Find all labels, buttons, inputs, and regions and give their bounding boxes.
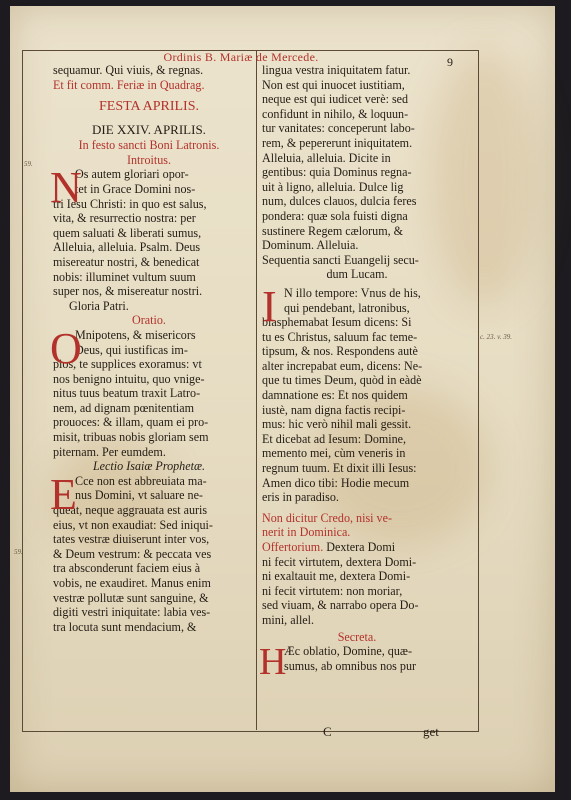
text-line: piternam. Per eumdem.: [53, 444, 166, 459]
text-line: ni fecit virtutem: non moriar,: [262, 583, 403, 598]
day-heading: DIE XXIV. APRILIS.: [92, 122, 206, 138]
text-line: tu es Christus, saluum fac teme-: [262, 329, 418, 344]
text-line: Deus, qui iustificas im-: [75, 342, 188, 357]
text-line: nus Domini, vt saluare ne-: [75, 488, 203, 503]
secreta-block: [259, 641, 452, 684]
margin-note: c. 23. v. 39.: [480, 333, 512, 341]
text-line: nobis: illuminet vultum suum: [53, 269, 196, 284]
text-span: Dextera Domi: [326, 540, 396, 554]
text-line: nitus tuus beatum traxit Latro-: [53, 386, 201, 401]
text-line: nem, ad dignam pœnitentiam: [53, 400, 195, 415]
text-line: vobis, ne exaudiret. Manus enim: [53, 576, 211, 590]
margin-note: 59.: [24, 160, 33, 168]
signature-mark: C: [323, 724, 332, 739]
column-rule: [256, 50, 257, 730]
left-column: [50, 63, 245, 634]
text-line: tipsum, & nos. Respondens autè: [262, 344, 418, 359]
text-line: tates vestræ diuiserunt inter vos,: [53, 532, 210, 547]
text-line: memento mei, cùm veneris in: [262, 446, 406, 461]
text-line: damnatione es: Et nos quidem: [262, 388, 408, 403]
drop-initial: H: [259, 641, 287, 684]
introit-label: Introitus.: [126, 152, 171, 167]
text-line: Amen dico tibi: Hodie mecum: [262, 475, 410, 490]
drop-initial: E: [50, 469, 77, 519]
text-line: neque est qui iudicet verè: sed: [262, 92, 409, 107]
text-line: Alleluia, alleluia. Psalm. Deus: [53, 240, 201, 255]
text-line: vestræ pollutæ sunt sanguine, &: [53, 590, 209, 605]
introit-block: [50, 163, 245, 313]
text-line: Os autem gloriari opor-: [75, 167, 189, 182]
text-line: pios, te supplices exoramus: vt: [53, 357, 202, 372]
folio-number: 9: [447, 55, 453, 69]
text-line: vita, & resurrectio nostra: per: [53, 211, 196, 226]
sequentia-heading: dum Lucam.: [326, 267, 388, 282]
lectio-block: [50, 469, 245, 635]
secreta-label: Secreta.: [337, 629, 377, 644]
sequentia-heading: Sequentia sancti Euangelij secu-: [262, 252, 419, 267]
text-line: Æc oblatio, Domine, quæ-: [284, 644, 412, 659]
feast-title: FESTA APRILIS.: [98, 99, 200, 115]
text-line: misereatur nostri, & benedicat: [53, 254, 200, 269]
text-line: tur vanitates: conceperunt labo-: [262, 121, 415, 136]
text-line: super nos, & misereatur nostri.: [53, 284, 203, 299]
text-line: tra absconderunt faciem eius à: [53, 561, 201, 576]
text-line: digiti vestri iniquitate: labia ves-: [53, 605, 211, 620]
right-column: [259, 63, 452, 684]
text-line: sustinere Regem cælorum, &: [262, 223, 404, 238]
offertory-label: Offertorium.: [262, 540, 324, 554]
text-line: num, dulces clauos, dulcia feres: [262, 194, 417, 209]
rubric-line: Non dicitur Credo, nisi ve-: [262, 510, 392, 525]
text-line: quem saluati & liberati sumus,: [53, 225, 202, 240]
margin-note: 59.: [14, 548, 23, 556]
text-line: iustè, nam digna factis recipi-: [262, 402, 406, 417]
text-line: blasphemabat Iesum dicens: Si: [262, 315, 412, 330]
text-line: Cce non est abbreuiata ma-: [75, 473, 207, 488]
text-line: Non est qui inuocet iustitiam,: [262, 77, 405, 92]
catchword: get: [423, 724, 439, 739]
drop-initial: I: [262, 281, 277, 331]
text-line: confidunt in nihilo, & loquun-: [262, 106, 409, 121]
offertory-line: [262, 540, 452, 555]
drop-initial: O: [50, 323, 82, 373]
text-line: pondera: quæ sola fuisti digna: [262, 208, 408, 223]
text-line: sumus, ab omnibus nos pur: [284, 658, 417, 673]
oratio-label: Oratio.: [132, 313, 166, 328]
text-line: regnum tuum. Et dixit illi Iesus:: [262, 461, 417, 476]
text-line: prouoces: & illam, quam ei pro-: [53, 415, 209, 430]
text-line: sed viuam, & narrabo opera Do-: [262, 598, 419, 613]
text-line: Alleluia, alleluia. Dicite in: [262, 150, 391, 165]
text-line: nos benigno intuitu, quo vnige-: [53, 371, 205, 386]
text-line: Gloria Patri.: [69, 298, 129, 313]
text-line: N illo tempore: Vnus de his,: [284, 285, 421, 300]
feast-name: In festo sancti Boni Latronis.: [78, 138, 220, 153]
text-line: uit à ligno, alleluia. Dulce lig: [262, 179, 404, 194]
text-line: eius, vt non exaudiat: Sed iniqui-: [53, 517, 213, 532]
text-line: qui pendebant, latronibus,: [284, 300, 410, 315]
text-line: sequamur. Qui viuis, & regnas.: [53, 63, 204, 77]
rubric-line: nerit in Dominica.: [262, 525, 351, 540]
text-line: misit, tribuas nobis gloriam sem: [53, 430, 209, 445]
oratio-block: [50, 323, 245, 459]
text-line: Mnipotens, & misericors: [75, 327, 196, 342]
text-line: mini, allel.: [262, 612, 315, 627]
text-line: alter increpabat eum, dicens: Ne-: [262, 358, 423, 373]
text-line: ni exaltauit me, dextera Domi-: [262, 569, 411, 584]
text-line: tet in Grace Domini nos-: [75, 181, 196, 196]
text-line: lingua vestra iniquitatem fatur.: [262, 63, 411, 77]
running-title: Ordinis B. Mariæ de Mercede.: [163, 50, 319, 64]
rubric-line: Et fit comm. Feriæ in Quadrag.: [53, 77, 205, 92]
text-line: Et dicebat ad Iesum: Domine,: [262, 431, 407, 446]
drop-initial: N: [50, 163, 82, 213]
text-line: & Deum vestrum: & peccata ves: [53, 546, 212, 561]
text-line: Dominum. Alleluia.: [262, 238, 359, 253]
text-line: mus: hic verò nihil mali gessit.: [262, 417, 412, 432]
gospel-block: [262, 281, 452, 505]
text-line: gentibus: quia Dominus regna-: [262, 165, 412, 180]
text-line: tra locuta sunt mendacium, &: [53, 619, 197, 634]
text-line: tri Iesu Christi: in quo est salus,: [53, 196, 207, 211]
lectio-label: Lectio Isaiæ Prophetæ.: [92, 459, 206, 474]
text-line: rem, & pepererunt iniquitatem.: [262, 135, 413, 150]
text-line: ni fecit virtutem, dextera Domi-: [262, 554, 417, 569]
text-line: queat, neque aggrauata est auris: [53, 503, 208, 518]
text-line: que tu times Deum, quòd in eàdè: [262, 373, 422, 388]
text-line: eris in paradiso.: [262, 490, 339, 505]
